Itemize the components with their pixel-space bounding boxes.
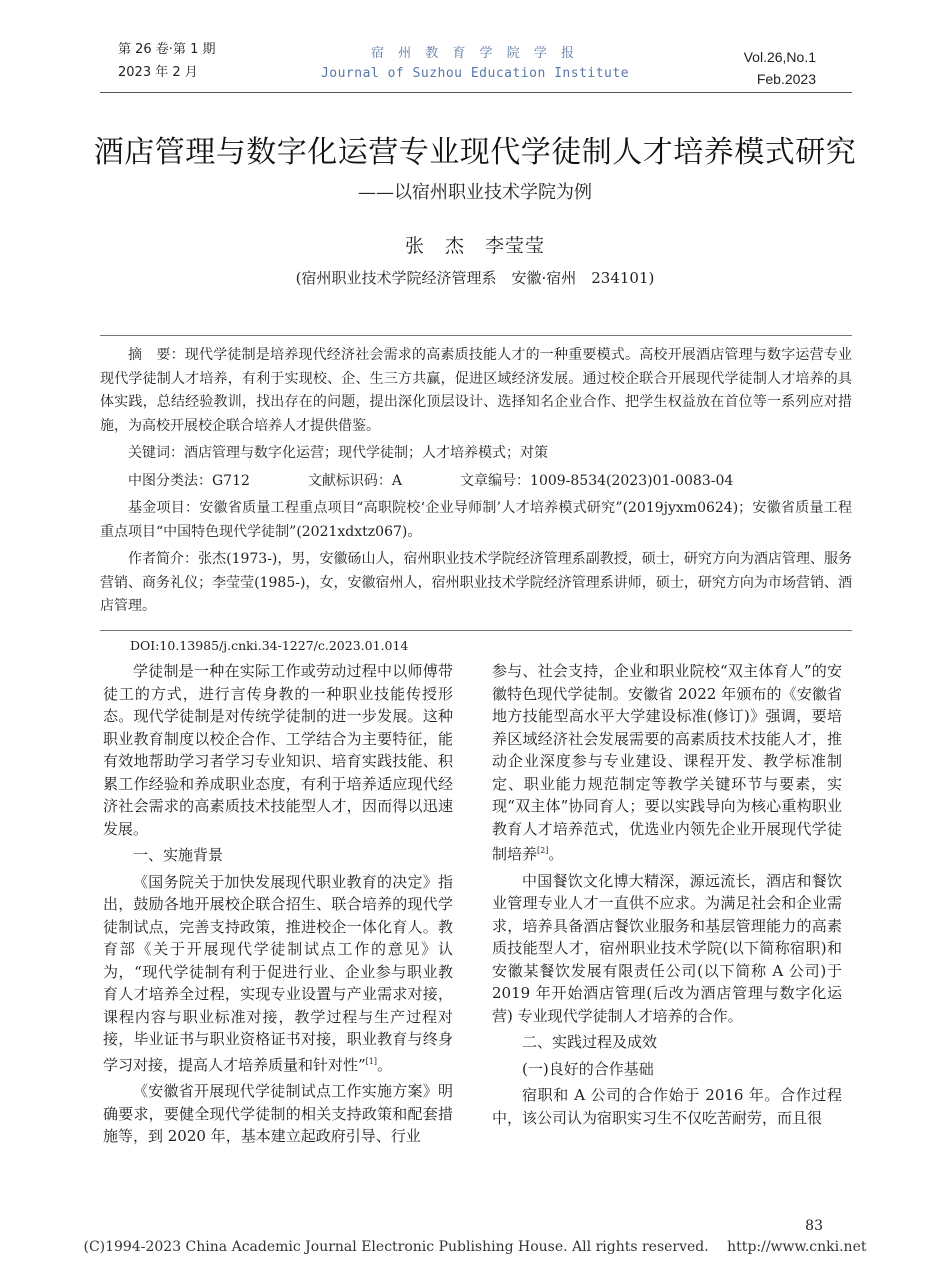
date-cn: 2023 年 2 月	[118, 65, 198, 80]
paragraph: 学徒制是一种在实际工作或劳动过程中以师傅带徒工的方式，进行言传身教的一种职业技能传授形态。现代学徒制是对传统学徒制的进一步发展。这种职业教育制度以校企合作、工学结合为主要特征，能有效地帮助学习者学习专业知识、培育实践技能、积累工作经验和养成职业态度，有利于培养适应现代经济社会需求的高素质技术技能型人才，因而得以迅速发展。	[103, 662, 453, 838]
body-column-right	[492, 660, 842, 1133]
citation-ref[interactable]: [1]	[365, 1056, 378, 1066]
paragraph-text: 参与、社会支持，企业和职业院校“双主体育人”的安徽特色现代学徒制。安徽省 2022 年颁布的《安徽省地方技能型高水平大学建设标准(修订)》强调，要培养区域经济社会发展需要的高素质技术技能人才，推动企业深度参与专业建设、课程开发、教学标准制定、职业能力规范制定等教学关键环节与要素，实现“双主体”协同育人；要以实践导向为核心重构职业教育人才培养范式，优选业内领先企业开展现代学徒制培养	[492, 662, 842, 863]
subsection-heading: (一)良好的合作基础	[522, 1059, 654, 1078]
paragraph: 中国餐饮文化博大精深，源远流长，酒店和餐饮业管理专业人才一直供不应求。为满足社会和企业需求，培养具备酒店餐饮业服务和基层管理能力的高素质技能型人才，宿州职业技术学院(以下简称宿职)和安徽某餐饮发展有限责任公司(以下简称 A 公司)于 2019 年开始酒店管理(后改为酒店管理与数字化运营) 专业现代学徒制人才培养的合作。	[492, 871, 842, 1025]
paragraph-text: 《国务院关于加快发展现代职业教育的决定》指出，鼓励各地开展校企联合招生、联合培养的现代学徒制试点，完善支持政策，推进校企一体化育人。教育部《关于开展现代学徒制试点工作的意见》认为，“现代学徒制有利于促进行业、企业参与职业教育人才培养全过程，实现专业设置与产业需求对接，课程内容与职业标准对接，教学过程与生产过程对接，毕业证书与职业资格证书对接，职业教育与终身学习对接，提高人才培养质量和针对性”	[103, 872, 453, 1074]
abstract: 摘 要：现代学徒制是培养现代经济社会需求的高素质技能人才的一种重要模式。高校开展酒店管理与数字运营专业现代学徒制人才培养，有利于实现校、企、生三方共赢，促进区域经济发展。通过校企联合开展现代学徒制人才培养的具体实践，总结经验教训，找出存在的问题，提出深化顶层设计、选择知名企业合作、把学生权益放在首位等一系列应对措施，为高校开展校企联合培养人才提供借鉴。	[100, 347, 852, 434]
paragraph	[103, 871, 453, 1077]
article-number: 文章编号：1009-8534(2023)01-0083-04	[460, 472, 734, 489]
abstract-top-divider	[100, 335, 852, 336]
journal-name-cn: 宿 州 教 育 学 院 学 报	[371, 46, 579, 61]
journal-issue-en	[744, 46, 816, 90]
journal-issue-cn	[118, 38, 215, 84]
date-en: Feb.2023	[756, 71, 816, 87]
section-heading: 一、实施背景	[133, 846, 224, 864]
fund-info: 基金项目：安徽省质量工程重点项目“高职院校‘企业导师制’人才培养模式研究”(2019jyxm0624)；安徽省质量工程重点项目“中国特色现代学徒制”(2021xdxtz067)。	[100, 500, 852, 540]
article-subtitle: ——以宿州职业技术学院为例	[358, 182, 592, 203]
author-affiliation: (宿州职业技术学院经济管理系 安徽·宿州 234101)	[295, 269, 655, 287]
front-matter	[100, 344, 852, 623]
journal-name	[300, 44, 650, 84]
document-code: 文献标识码：A	[307, 472, 403, 489]
header-divider	[100, 92, 852, 93]
section-heading: 二、实践过程及成效	[522, 1033, 658, 1051]
page-number: 83	[805, 1218, 823, 1234]
author-bio: 作者简介：张杰(1973-)，男，安徽砀山人，宿州职业技术学院经济管理系副教授，硕士，研究方向为酒店管理、服务营销、商务礼仪；李莹莹(1985-)，女，安徽宿州人，宿州职业技术学院经济管理系讲师，硕士，研究方向为市场营销、酒店管理。	[100, 551, 852, 614]
volume-issue-en: Vol.26,No.1	[743, 49, 816, 65]
paragraph: 《安徽省开展现代学徒制试点工作实施方案》明确要求，要健全现代学徒制的相关支持政策和配套措施等，到 2020 年，基本建立起政府引导、行业	[103, 1082, 453, 1145]
article-title: 酒店管理与数字化运营专业现代学徒制人才培养模式研究	[93, 135, 857, 170]
copyright-notice: (C)1994-2023 China Academic Journal Electronic Publishing House. All rights reserved. http://www.cnki.net	[83, 1239, 867, 1255]
article-authors: 张 杰 李莹莹	[404, 235, 545, 257]
doi: DOI:10.13985/j.cnki.34-1227/c.2023.01.014	[130, 638, 409, 653]
paragraph-end: 。	[548, 845, 564, 863]
paragraph-end: 。	[377, 1055, 393, 1074]
classification-line	[100, 470, 852, 494]
paragraph	[492, 660, 842, 866]
abstract-bottom-divider	[100, 630, 852, 631]
volume-issue-cn: 第 26 卷·第 1 期	[118, 42, 216, 57]
citation-ref[interactable]: [2]	[537, 846, 549, 855]
keywords: 关键词：酒店管理与数字化运营；现代学徒制；人才培养模式；对策	[128, 445, 548, 461]
clc-number: 中图分类法：G712	[128, 472, 250, 489]
journal-name-en: Journal of Suzhou Education Institute	[320, 66, 630, 81]
body-column-left	[103, 660, 453, 1152]
paragraph: 宿职和 A 公司的合作始于 2016 年。合作过程中，该公司认为宿职实习生不仅吃苦耐劳，而且很	[492, 1086, 842, 1127]
